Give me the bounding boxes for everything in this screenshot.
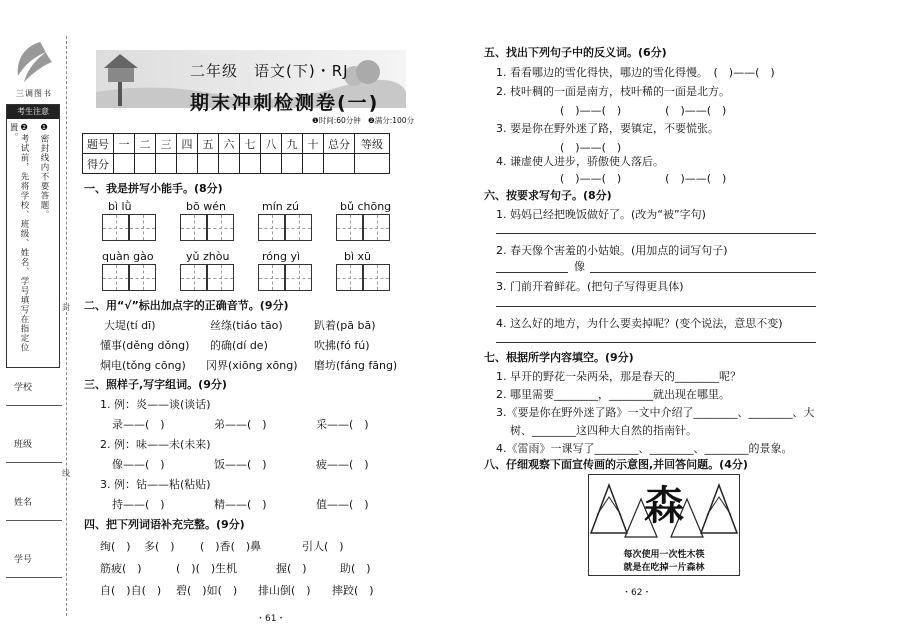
pinyin-choice[interactable]: 趴着(pā bā) — [314, 319, 376, 332]
question-item: 4. 谦虚使人进步，骄傲使人落后。 — [496, 155, 664, 168]
section-5-title: 五、找出下列句子中的反义词。(6分) — [484, 46, 667, 59]
field-number-label: 学号 — [14, 555, 33, 565]
writing-box[interactable] — [102, 264, 129, 291]
answer-line[interactable] — [496, 272, 568, 273]
antonym-blank[interactable]: ( )——( ) ( )——( ) — [560, 104, 727, 117]
antonym-blank[interactable]: ( )——( ) ( )——( ) — [560, 172, 727, 185]
score-cell[interactable] — [324, 154, 355, 174]
example-1: 1. 例：炎——谈(谈话) — [100, 398, 211, 411]
question-item: 2. 枝叶稠的一面是南方，枝叶稀的一面是北方。 — [496, 85, 730, 98]
full-score: ❷满分:100分 — [368, 116, 415, 125]
word-blank[interactable]: 疲——( ) — [316, 458, 369, 471]
score-cell[interactable] — [114, 154, 135, 174]
writing-box[interactable] — [180, 214, 207, 241]
fill-blank-item[interactable]: 1. 早开的野花一朵两朵，那是春天的________呢？ — [496, 370, 741, 383]
exam-notice-box — [6, 104, 60, 368]
score-cell-header: 十 — [303, 134, 324, 154]
score-cell-header: 八 — [261, 134, 282, 154]
antonym-blank[interactable]: ( )——( ) — [560, 141, 622, 154]
field-class-label: 班级 — [14, 440, 33, 450]
question-item: 1. 看看哪边的雪化得快，哪边的雪化得慢。 ( )——( ) — [496, 66, 775, 79]
example-2: 2. 例：味——未(未来) — [100, 438, 211, 451]
word-blank[interactable]: 采——( ) — [316, 418, 369, 431]
field-class-line[interactable] — [6, 462, 62, 463]
fill-blank-item[interactable]: 4.《雷雨》一课写了________、________、________的景象。 — [496, 442, 793, 455]
writing-box[interactable] — [336, 264, 363, 291]
pinyin-label: mín zú — [262, 200, 299, 213]
score-cell[interactable] — [355, 154, 390, 174]
notice-item-1: ❶密封线内不要答题。 — [39, 123, 49, 220]
field-name-label: 姓名 — [14, 498, 33, 508]
score-cell[interactable] — [240, 154, 261, 174]
word-blank[interactable]: 持——( ) — [112, 498, 165, 511]
question-item: 4. 这么好的地方，为什么要卖掉呢？(变个说法，意思不变) — [496, 317, 783, 330]
idiom-blank[interactable]: ( )香( )鼻 — [200, 540, 262, 553]
answer-line[interactable] — [496, 306, 816, 307]
writing-box[interactable] — [363, 264, 390, 291]
example-3: 3. 例：钻——粘(粘贴) — [100, 478, 211, 491]
section-8-title: 八、仔细观察下面宣传画的示意图,并回答问题。(4分) — [484, 458, 748, 471]
idiom-blank[interactable]: ( )( )生机 — [176, 562, 238, 575]
section-6-title: 六、按要求写句子。(8分) — [484, 189, 612, 202]
idiom-blank[interactable]: 引人( ) — [302, 540, 344, 553]
score-cell[interactable] — [198, 154, 219, 174]
pinyin-choice[interactable]: 大堤(tí dī) — [104, 319, 156, 332]
field-school-label: 学校 — [14, 383, 33, 393]
section-4-title: 四、把下列词语补充完整。(9分) — [84, 518, 245, 531]
idiom-blank[interactable]: 自( )自( ) — [100, 584, 162, 597]
score-table — [82, 133, 390, 174]
score-table-score-row — [83, 154, 390, 174]
word-blank[interactable]: 录——( ) — [112, 418, 165, 431]
answer-line[interactable] — [496, 233, 816, 234]
writing-box[interactable] — [180, 264, 207, 291]
score-cell-header: 一 — [114, 134, 135, 154]
answer-line[interactable] — [496, 342, 816, 343]
pinyin-choice[interactable]: 烔电(tǒng cōng) — [100, 359, 186, 372]
page-number-right: ・62・ — [622, 588, 652, 598]
score-cell-header: 二 — [135, 134, 156, 154]
writing-box[interactable] — [336, 214, 363, 241]
poster-caption-1: 每次使用一次性木筷 — [623, 550, 705, 560]
question-item: 像 — [574, 260, 585, 273]
binding-sidebar — [0, 0, 72, 636]
section-7-title: 七、根据所学内容填空。(9分) — [484, 351, 634, 364]
word-blank[interactable]: 饭——( ) — [214, 458, 267, 471]
pinyin-choice[interactable]: 吹拂(fó fú) — [314, 339, 370, 352]
score-cell-header: 五 — [198, 134, 219, 154]
field-number-line[interactable] — [6, 577, 62, 578]
seal-line — [66, 36, 67, 616]
answer-line[interactable] — [590, 272, 816, 273]
fill-blank-item[interactable]: 树、________这四种大自然的指南针。 — [510, 424, 697, 437]
pinyin-label: róng yì — [262, 250, 301, 263]
question-item: 1. 妈妈已经把晚饭做好了。(改为“被”字句) — [496, 208, 706, 221]
score-cell[interactable] — [156, 154, 177, 174]
score-cell[interactable] — [303, 154, 324, 174]
score-cell-header: 七 — [240, 134, 261, 154]
field-school-line[interactable] — [6, 405, 62, 406]
seal-mark-feng: 封 — [62, 303, 70, 312]
writing-box[interactable] — [207, 214, 234, 241]
notice-item-2: ❷考试前，先将学校、班级、姓名、学号填写在指定位置。 — [8, 123, 29, 353]
section-3-title: 三、照样子,写字组词。(9分) — [84, 378, 227, 391]
page-number-left: ・61・ — [256, 614, 286, 624]
writing-box[interactable] — [129, 214, 156, 241]
pinyin-choice[interactable]: 懂事(děng dǒng) — [100, 339, 190, 352]
idiom-blank[interactable]: 排山倒( ) — [258, 584, 311, 597]
publisher-logo — [10, 38, 56, 86]
score-cell-header: 四 — [177, 134, 198, 154]
writing-box[interactable] — [363, 214, 390, 241]
writing-box[interactable] — [258, 214, 285, 241]
score-cell-header: 九 — [282, 134, 303, 154]
score-cell[interactable] — [177, 154, 198, 174]
pinyin-label: yǔ zhòu — [186, 250, 230, 263]
pinyin-label: bì lǜ — [108, 200, 132, 213]
pinyin-choice[interactable]: 磨坊(fáng fāng) — [314, 359, 398, 372]
score-cell[interactable] — [135, 154, 156, 174]
writing-box[interactable] — [102, 214, 129, 241]
idiom-blank[interactable]: 绚( ) — [100, 540, 131, 553]
idiom-blank[interactable]: 筋疲( ) — [100, 562, 142, 575]
seal-mark-xian: 线 — [62, 469, 70, 478]
pinyin-choice[interactable]: 冈界(xiōng xōng) — [206, 359, 298, 372]
section-2-title: 二、用“√”标出加点字的正确音节。(9分) — [84, 299, 289, 312]
pinyin-choice[interactable]: 丝绦(tiáo tāo) — [210, 319, 283, 332]
grade-subject-title: 二年级 语文(下)・RJ — [190, 62, 349, 80]
score-cell-header: 题号 — [83, 134, 114, 154]
idiom-blank[interactable]: 碧( )如( ) — [176, 584, 238, 597]
idiom-blank[interactable]: 多( ) — [144, 540, 175, 553]
question-item: 3. 门前开着鲜花。(把句子写得更具体) — [496, 280, 684, 293]
publisher-name: 三调图书 — [16, 89, 52, 98]
exam-title: 期末冲刺检测卷(一) — [190, 92, 380, 114]
time-limit: ❶时间:60分钟 — [312, 116, 361, 125]
pinyin-label: bō wén — [186, 200, 226, 213]
field-name-line[interactable] — [6, 520, 62, 521]
forest-character: 森 — [644, 483, 684, 529]
word-blank[interactable]: 弟——( ) — [214, 418, 267, 431]
poster-caption-2: 就是在吃掉一片森林 — [623, 563, 705, 573]
question-item: 2. 春天像个害羞的小姑娘。(用加点的词写句子) — [496, 244, 728, 257]
fill-blank-item[interactable]: 3.《要是你在野外迷了路》一文中介绍了________、________、大 — [496, 406, 815, 419]
writing-box[interactable] — [285, 214, 312, 241]
pinyin-choice[interactable]: 的确(dí de) — [210, 339, 268, 352]
score-cell-header: 三 — [156, 134, 177, 154]
pinyin-label: bǔ chōng — [340, 200, 392, 213]
notice-title: 考生注意 — [7, 105, 59, 119]
idiom-blank[interactable]: 握( ) — [276, 562, 307, 575]
score-table-header-row — [83, 134, 390, 154]
score-cell[interactable] — [219, 154, 240, 174]
score-cell-header: 等级 — [355, 134, 390, 154]
pinyin-label: bì xū — [344, 250, 372, 263]
writing-box[interactable] — [258, 264, 285, 291]
idiom-blank[interactable]: 摔跤( ) — [332, 584, 374, 597]
writing-box[interactable] — [129, 264, 156, 291]
score-cell[interactable] — [261, 154, 282, 174]
writing-box[interactable] — [207, 264, 234, 291]
score-cell-header: 六 — [219, 134, 240, 154]
score-row-label: 得分 — [83, 154, 114, 174]
section-1-title: 一、我是拼写小能手。(8分) — [84, 182, 223, 195]
score-cell[interactable] — [282, 154, 303, 174]
writing-box[interactable] — [285, 264, 312, 291]
word-blank[interactable]: 像——( ) — [112, 458, 165, 471]
word-blank[interactable]: 精——( ) — [214, 498, 267, 511]
idiom-blank[interactable]: 助( ) — [340, 562, 371, 575]
word-blank[interactable]: 值——( ) — [316, 498, 369, 511]
question-item: 3. 要是你在野外迷了路，要镇定，不要慌张。 — [496, 122, 719, 135]
fill-blank-item[interactable]: 2. 哪里需要________，________就出现在哪里。 — [496, 388, 730, 401]
score-cell-header: 总分 — [324, 134, 355, 154]
propaganda-poster — [588, 474, 740, 576]
pinyin-label: quàn gào — [102, 250, 154, 263]
